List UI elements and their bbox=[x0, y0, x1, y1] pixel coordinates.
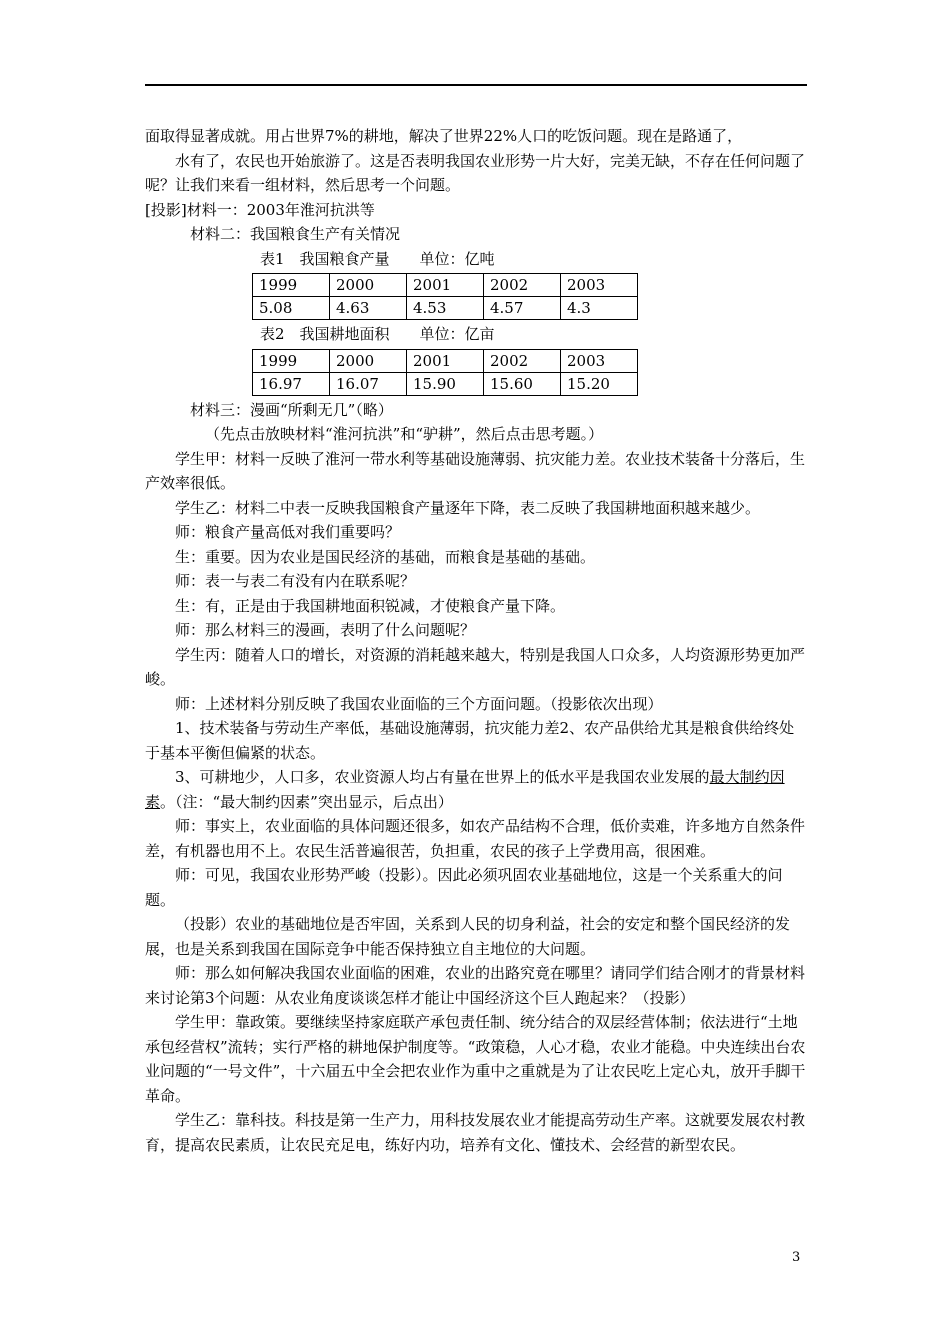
table-cell: 2000 bbox=[330, 349, 407, 372]
paragraph: 师：上述材料分别反映了我国农业面临的三个方面问题。（投影依次出现） bbox=[175, 694, 663, 713]
farmland-area-table bbox=[252, 349, 638, 396]
paragraph: 材料二：我国粮食生产有关情况 bbox=[190, 225, 401, 243]
paragraph: 师：那么材料三的漫画，表明了什么问题呢？ bbox=[175, 621, 476, 639]
paragraph: 学生甲：靠政策。要继续坚持家庭联产承包责任制、统分结合的双层经营体制；依法进行“土地承包经营权”流转；实行严格的耕地保护制度等。“政策稳，人心才稳，农业才能稳。中央连续出台农业问题的“一号文件”，十六届五中全会把农业作为重中之重就是为了让农民吃上定心丸，放开手脚干革命。 bbox=[145, 1013, 806, 1105]
paragraph: 学生甲：材料一反映了淮河一带水利等基础设施薄弱、抗灾能力差。农业技术装备十分落后，生产效率很低。 bbox=[145, 449, 806, 492]
table-cell: 4.53 bbox=[407, 297, 484, 320]
page-number: 3 bbox=[792, 1250, 801, 1265]
table-cell: 2003 bbox=[561, 274, 638, 297]
table-cell: 2002 bbox=[484, 349, 561, 372]
table-cell: 4.57 bbox=[484, 297, 561, 320]
paragraph: 师：事实上，农业面临的具体问题还很多，如农产品结构不合理，低价卖难，许多地方自然条件差，有机器也用不上。农民生活普遍很苦，负担重，农民的孩子上学费用高，很困难。 bbox=[145, 817, 806, 860]
grain-output-table bbox=[252, 273, 638, 320]
paragraph: 学生乙：靠科技。科技是第一生产力，用科技发展农业才能提高劳动生产率。这就要发展农村教育，提高农民素质，让农民充足电，练好内功，培养有文化、懂技术、会经营的新型农民。 bbox=[145, 1111, 806, 1154]
paragraph: （先点击放映材料“淮河抗洪”和“驴耕”，然后点击思考题。） bbox=[205, 425, 604, 443]
table-cell: 1999 bbox=[253, 274, 330, 297]
table-cell: 16.07 bbox=[330, 372, 407, 395]
header-rule bbox=[145, 84, 807, 86]
paragraph: 材料三：漫画“所剩无几”（略） bbox=[190, 400, 393, 419]
table-cell: 2003 bbox=[561, 349, 638, 372]
table-row bbox=[253, 297, 638, 320]
table-cell: 1999 bbox=[253, 349, 330, 372]
paragraph: 学生丙：随着人口的增长，对资源的消耗越来越大，特别是我国人口众多，人均资源形势更加严峻。 bbox=[145, 645, 806, 688]
paragraph: [投影]材料一：2003年淮河抗洪等 bbox=[145, 200, 375, 219]
paragraph: 学生乙：材料二中表一反映我国粮食产量逐年下降，表二反映了我国耕地面积越来越少。 bbox=[175, 498, 761, 517]
table-cell: 15.20 bbox=[561, 372, 638, 395]
paragraph: 1、技术装备与劳动生产率低，基础设施薄弱，抗灾能力差2、农产品供给尤其是粮食供给终处于基本平衡但偏紧的状态。 bbox=[145, 719, 795, 762]
table-cell: 2001 bbox=[407, 274, 484, 297]
table-row bbox=[253, 349, 638, 372]
table-cell: 4.63 bbox=[330, 297, 407, 320]
paragraph: 面取得显著成就。用占世界7%的耕地，解决了世界22%人口的吃饭问题。现在是路通了， bbox=[145, 127, 743, 145]
paragraph: 水有了，农民也开始旅游了。这是否表明我国农业形势一片大好，完美无缺，不存在任何问题了呢？让我们来看一组材料，然后思考一个问题。 bbox=[145, 151, 806, 194]
document-body bbox=[145, 124, 809, 1157]
table-cell: 4.3 bbox=[561, 297, 638, 320]
table-cell: 2000 bbox=[330, 274, 407, 297]
table-row bbox=[253, 372, 638, 395]
paragraph: （投影）农业的基础地位是否牢固，关系到人民的切身利益，社会的安定和整个国民经济的发展，也是关系到我国在国际竞争中能否保持独立自主地位的大问题。 bbox=[145, 915, 791, 958]
table1-caption: 表1 我国粮食产量 单位：亿吨 bbox=[260, 249, 495, 268]
paragraph: 师：表一与表二有没有内在联系呢？ bbox=[175, 572, 416, 590]
paragraph: 师：那么如何解决我国农业面临的困难，农业的出路究竟在哪里？请同学们结合刚才的背景材料来讨论第3个问题：从农业角度谈谈怎样才能让中国经济这个巨人跑起来？（投影） bbox=[145, 964, 806, 1007]
text-span: 3、可耕地少，人口多，农业资源人均占有量在世界上的低水平是我国农业发展的 bbox=[175, 768, 710, 786]
table-cell: 15.60 bbox=[484, 372, 561, 395]
paragraph: 师：可见，我国农业形势严峻（投影）。因此必须巩固农业基础地位，这是一个关系重大的问题。 bbox=[145, 866, 783, 909]
paragraph: 师：粮食产量高低对我们重要吗？ bbox=[175, 523, 401, 541]
paragraph: 生：重要。因为农业是国民经济的基础，而粮食是基础的基础。 bbox=[175, 547, 596, 566]
table2-caption: 表2 我国耕地面积 单位：亿亩 bbox=[260, 325, 495, 343]
table-cell: 5.08 bbox=[253, 297, 330, 320]
table-cell: 15.90 bbox=[407, 372, 484, 395]
table-row bbox=[253, 274, 638, 297]
paragraph: 生：有，正是由于我国耕地面积锐减，才使粮食产量下降。 bbox=[175, 596, 566, 615]
table-cell: 16.97 bbox=[253, 372, 330, 395]
paragraph bbox=[145, 765, 809, 814]
table-cell: 2002 bbox=[484, 274, 561, 297]
text-span: 。（注：“最大制约因素”突出显示，后点出） bbox=[160, 792, 453, 811]
highlighted-term: 最大制约因素 bbox=[145, 768, 785, 811]
table-cell: 2001 bbox=[407, 349, 484, 372]
